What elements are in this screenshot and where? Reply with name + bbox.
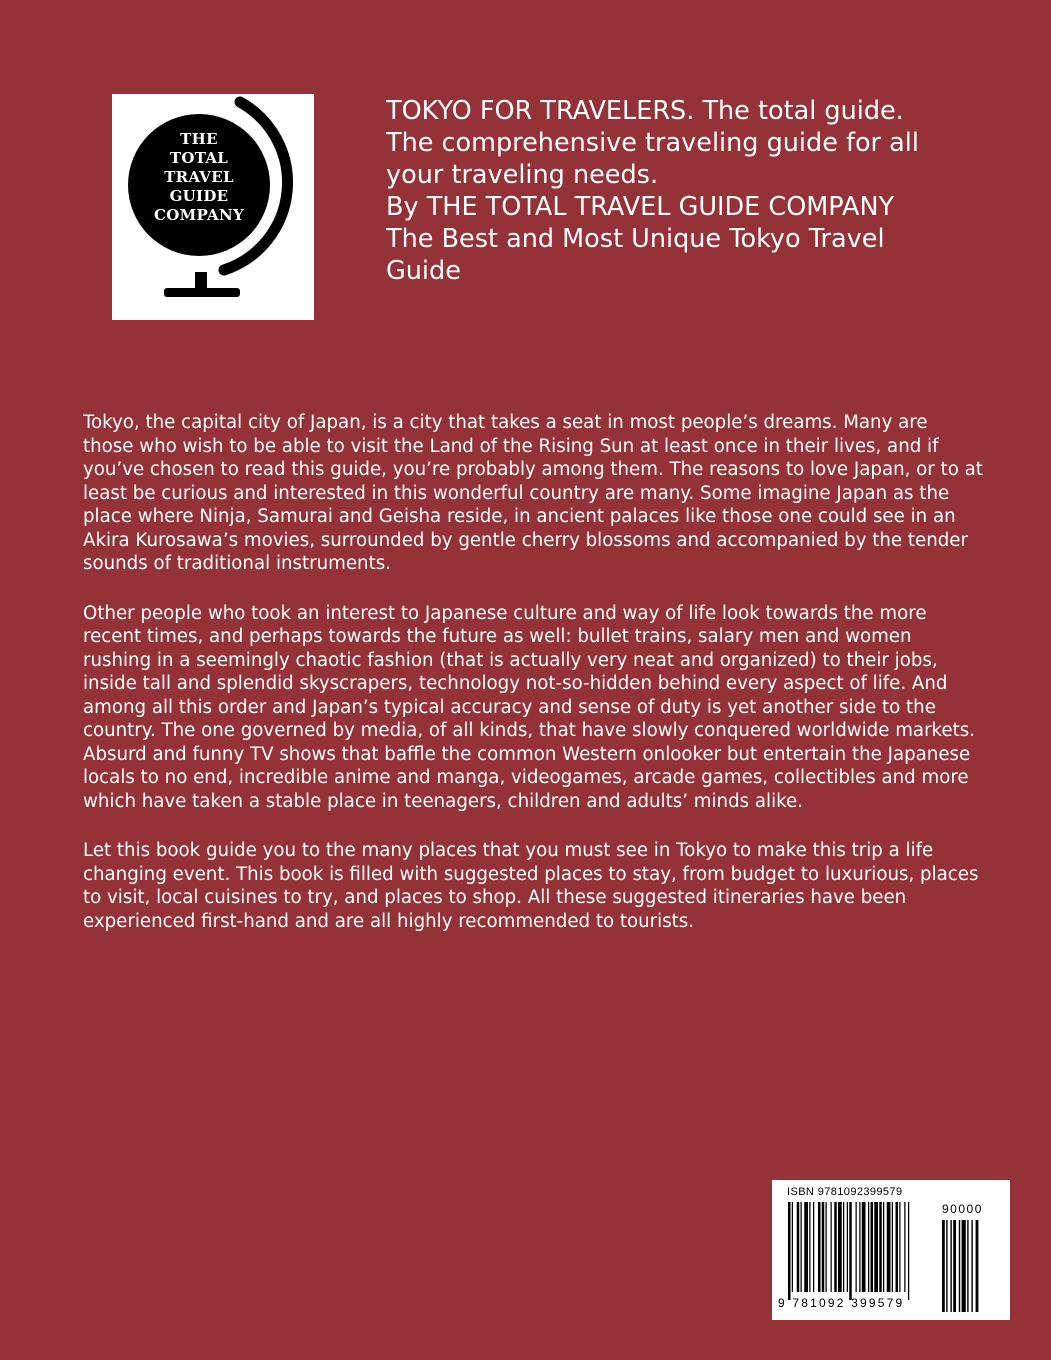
barcode-bar — [899, 1202, 900, 1292]
logo-line: TRAVEL — [164, 168, 234, 186]
barcode-bar — [874, 1202, 878, 1292]
description-paragraph: Other people who took an interest to Japanese culture and way of life look towards the more recent times, and perhaps towards the future as well: bullet trains, salary men and women rushing in a seemingly chaotic fashion (that is actually very neat and organized) to their jobs, inside tall and splendid skyscrapers, technology not-so-hidden behind every aspect of life. And among all this order and Japan’s typical accuracy and sense of duty is yet another side to the country. The one governed by media, of all kinds, that have slowly conquered worldwide markets. Absurd and funny TV shows that baffle the common Western onlooker but entertain the Japanese locals to no end, incredible anime and manga, videogames, arcade games, collectibles and more which have taken a stable place in teenagers, children and adults’ minds alike. — [83, 602, 976, 812]
barcode-addon-bar — [959, 1220, 960, 1312]
barcode-bar — [879, 1202, 882, 1292]
barcode-bar — [896, 1202, 899, 1292]
barcode-bar — [871, 1202, 874, 1292]
barcode-bar — [792, 1202, 793, 1292]
barcode-bar — [887, 1202, 891, 1292]
barcode-bar — [843, 1202, 844, 1292]
barcode-bar — [904, 1202, 905, 1292]
barcode-bar — [859, 1202, 860, 1292]
barcode-addon-bar — [971, 1220, 972, 1312]
barcode-addon-bar — [967, 1220, 968, 1312]
barcode-addon-bar — [950, 1220, 951, 1312]
barcode-bar — [826, 1202, 827, 1292]
logo-text — [134, 130, 264, 225]
barcode-addon-bar — [976, 1220, 979, 1312]
barcode-bar — [862, 1202, 866, 1292]
barcode-bar — [809, 1202, 810, 1292]
barcode-bar — [788, 1202, 791, 1300]
barcode-bar — [908, 1202, 909, 1300]
barcode-bar — [813, 1202, 814, 1292]
barcode-bar — [868, 1202, 869, 1292]
book-headline — [386, 95, 1006, 287]
barcode-bar — [818, 1202, 821, 1292]
logo-line: THE — [180, 130, 218, 148]
barcode-bar — [892, 1202, 893, 1292]
barcode-bar — [838, 1202, 842, 1292]
description-paragraph: Tokyo, the capital city of Japan, is a city that takes a seat in most people’s dreams. Many are those who wish to be able to visit the Land of the Rising Sun at least once in their lives, and if you’ve chosen to read this guide, you’re probably among them. The reasons to love Japan, or to at least be curious and interested in this wonderful country are many. Some imagine Japan as the place where Ninja, Samurai and Geisha reside, in ancient palaces like those one could see in an Akira Kurosawa’s movies, surrounded by gentle cherry blossoms and accompanied by the tender sounds of traditional instruments. — [83, 412, 983, 574]
barcode-bar — [856, 1202, 857, 1292]
logo-line: COMPANY — [154, 206, 244, 224]
headline-line: Guide — [386, 256, 461, 286]
barcode-bar — [822, 1202, 825, 1292]
barcode-bar — [834, 1202, 837, 1292]
description-paragraph: Let this book guide you to the many places that you must see in Tokyo to make this trip a life changing event. This book is filled with suggested places to stay, from budget to luxurious, places to visit, local cuisines to try, and places to shop. All these suggested itineraries have been experienced first-hand and are all highly recommended to tourists. — [83, 840, 979, 932]
barcode-addon: 90000 — [942, 1202, 983, 1216]
barcode-addon-bar — [962, 1220, 966, 1312]
logo-line: TOTAL — [169, 149, 229, 167]
barcode-bar — [831, 1202, 832, 1292]
barcode-addon-bar — [942, 1220, 945, 1312]
barcode-bar — [804, 1202, 808, 1292]
barcode-bar — [883, 1202, 884, 1292]
barcode-bar — [847, 1202, 848, 1292]
book-description — [83, 411, 983, 959]
publisher-logo — [112, 94, 314, 320]
isbn-barcode — [772, 1180, 1010, 1320]
headline-line: TOKYO FOR TRAVELERS. The total guide. — [386, 96, 904, 126]
isbn-label: ISBN 9781092399579 — [787, 1186, 903, 1198]
barcode-addon-bar — [953, 1220, 956, 1312]
headline-line: By THE TOTAL TRAVEL GUIDE COMPANY — [386, 192, 895, 222]
barcode-bar — [797, 1202, 800, 1292]
barcode-bar — [801, 1202, 802, 1292]
barcode-digits: 9 781092 399579 — [778, 1296, 905, 1310]
logo-line: GUIDE — [169, 187, 229, 205]
headline-line: The comprehensive traveling guide for all — [386, 128, 919, 158]
barcode-bar — [849, 1202, 852, 1300]
headline-line: your traveling needs. — [386, 160, 659, 190]
headline-line: The Best and Most Unique Tokyo Travel — [386, 224, 885, 254]
barcode-addon-bar — [946, 1220, 947, 1312]
